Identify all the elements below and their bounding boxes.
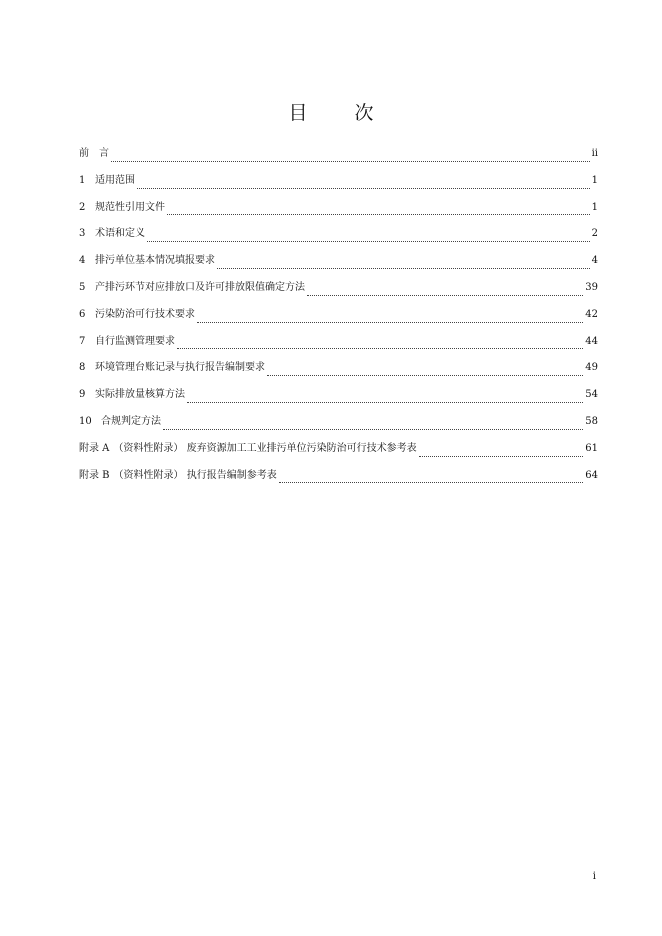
toc-entry-foreword[interactable] bbox=[79, 146, 598, 173]
toc-entry-label: 10 合规判定方法 bbox=[79, 415, 161, 427]
toc-leader-dots bbox=[279, 481, 584, 483]
toc-entry-9[interactable] bbox=[79, 387, 598, 414]
toc-leader-dots bbox=[111, 160, 590, 162]
toc-entry-1[interactable] bbox=[79, 173, 598, 200]
toc-leader-dots bbox=[177, 347, 583, 349]
toc-entry-7[interactable] bbox=[79, 334, 598, 361]
toc-leader-dots bbox=[197, 321, 583, 323]
page-title: 目 次 bbox=[288, 102, 388, 124]
toc-entry-label: 1 适用范围 bbox=[79, 174, 135, 186]
toc-leader-dots bbox=[167, 213, 590, 215]
toc-entry-label: 前 言 bbox=[79, 148, 109, 159]
table-of-contents bbox=[79, 146, 598, 494]
toc-entry-label: 附录 B （资料性附录） 执行报告编制参考表 bbox=[79, 469, 277, 481]
toc-entry-label: 3 术语和定义 bbox=[79, 228, 145, 240]
toc-leader-dots bbox=[137, 187, 590, 189]
toc-entry-10[interactable] bbox=[79, 414, 598, 441]
toc-entry-page: 61 bbox=[585, 442, 598, 454]
toc-leader-dots bbox=[217, 267, 590, 269]
toc-entry-page: 58 bbox=[585, 415, 598, 427]
toc-leader-dots bbox=[267, 374, 583, 376]
toc-leader-dots bbox=[187, 401, 583, 403]
toc-entry-3[interactable] bbox=[79, 226, 598, 253]
toc-entry-appendix-a[interactable] bbox=[79, 441, 598, 468]
toc-entry-label: 7 自行监测管理要求 bbox=[79, 335, 175, 347]
toc-entry-page: 39 bbox=[585, 281, 598, 293]
toc-entry-page: 1 bbox=[591, 201, 598, 213]
toc-entry-page: 4 bbox=[591, 255, 598, 267]
toc-leader-dots bbox=[419, 455, 584, 457]
toc-entry-label: 附录 A （资料性附录） 废弃资源加工工业排污单位污染防治可行技术参考表 bbox=[79, 442, 417, 454]
toc-entry-label: 6 污染防治可行技术要求 bbox=[79, 308, 195, 320]
toc-entry-label: 8 环境管理台账记录与执行报告编制要求 bbox=[79, 362, 265, 374]
toc-leader-dots bbox=[163, 428, 583, 430]
toc-entry-label: 4 排污单位基本情况填报要求 bbox=[79, 255, 215, 267]
toc-leader-dots bbox=[147, 240, 590, 242]
toc-entry-2[interactable] bbox=[79, 200, 598, 227]
toc-entry-appendix-b[interactable] bbox=[79, 468, 598, 495]
toc-entry-page: 1 bbox=[591, 174, 598, 186]
toc-entry-page: 42 bbox=[585, 308, 598, 320]
toc-entry-6[interactable] bbox=[79, 307, 598, 334]
toc-entry-label: 5 产排污环节对应排放口及许可排放限值确定方法 bbox=[79, 281, 305, 293]
toc-entry-page: 44 bbox=[585, 335, 598, 347]
toc-entry-label: 2 规范性引用文件 bbox=[79, 201, 165, 213]
toc-entry-5[interactable] bbox=[79, 280, 598, 307]
toc-entry-page: 2 bbox=[591, 228, 598, 240]
toc-entry-page: 64 bbox=[585, 469, 598, 481]
toc-entry-label: 9 实际排放量核算方法 bbox=[79, 389, 185, 401]
toc-entry-page: ii bbox=[591, 148, 598, 159]
footer-page-number: i bbox=[592, 871, 596, 882]
toc-leader-dots bbox=[307, 294, 583, 296]
toc-entry-page: 54 bbox=[585, 389, 598, 401]
toc-entry-4[interactable] bbox=[79, 253, 598, 280]
toc-entry-page: 49 bbox=[585, 362, 598, 374]
toc-entry-8[interactable] bbox=[79, 360, 598, 387]
